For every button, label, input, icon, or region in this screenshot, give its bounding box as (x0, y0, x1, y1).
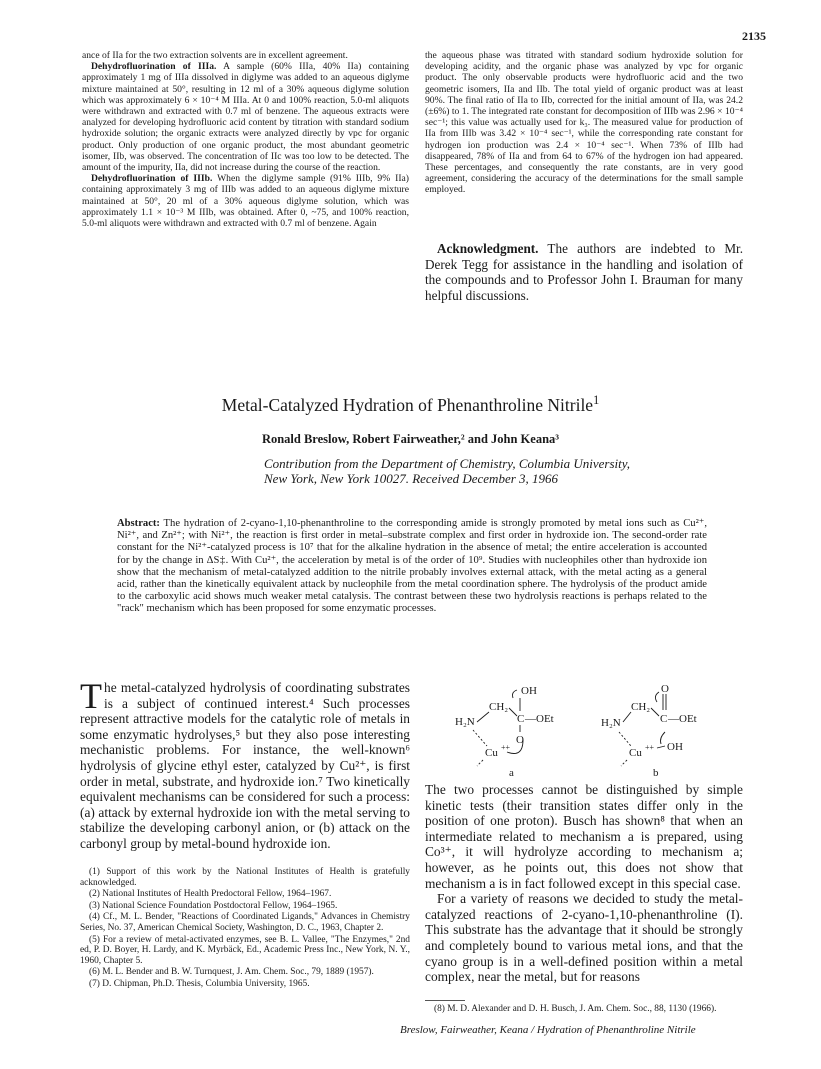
affiliation-line-2: New York, New York 10027. Received December 3, 1966 (264, 471, 559, 486)
affiliation-line-1: Contribution from the Department of Chemistry, Columbia University, (264, 456, 631, 471)
structure-b-charge: ++ (645, 743, 655, 752)
structure-b (601, 683, 697, 779)
paragraph-continuation: the aqueous phase was titrated with standard sodium hydroxide solution for developing acidity, and the organic phase was analyzed by vpc for organic product. The only observable products were hydrofluoric acid and the two geometric isomers, IIa and IIb. The total yield of organic product was at least 90%. The final ratio of IIa to IIb, corrected for the initial amount of IIa, was 24.2 (±6%) to 1. The integrated rate constant for decomposition of IIIb was 2.96 × 10⁻⁴ sec⁻¹; this value was actually used for k₃. The measured value for production of IIa from IIIb was 3.42 × 10⁻⁴ sec⁻¹, while the corresponding rate constant for hydrogen ion production was 2.4 × 10⁻⁴ sec⁻¹. When 73% of IIIb had disappeared, 78% of IIa and from 64 to 67% of the hydrogen ion had appeared. These percentages, and consequently the rate constants, are in very good agreement, considering the accuracy of the determinations for the small sample employed. (425, 50, 743, 196)
title-footnote-mark: 1 (593, 393, 600, 408)
footnote: (3) National Science Foundation Postdoctoral Fellow, 1964–1965. (89, 900, 338, 911)
structure-b-o-top: O (661, 683, 669, 695)
structure-a-charge: ++ (501, 743, 511, 752)
structure-a-cu: Cu (485, 747, 498, 759)
coordination-bond (473, 730, 487, 746)
structure-a-label: a (509, 767, 514, 779)
structure-b-c: C (660, 713, 668, 725)
structure-a-o: O (516, 734, 524, 746)
footnotes-left (80, 867, 410, 991)
acknowledgment-text: The authors are indebted to Mr. Derek Tegg for assistance in the handling and isolation of the compounds and to Professor John I. Brauman for many helpful discussions. (425, 241, 744, 303)
coordination-bond (619, 732, 631, 746)
page-number: 2135 (742, 29, 766, 43)
bond (509, 708, 517, 716)
bond (623, 712, 631, 722)
footnote: (5) For a review of metal-activated enzymes, see B. L. Vallee, "The Enzymes," 2nd ed, P. D. Boyer, H. Lardy, and K. Myrbäck, Ed., Academic Press Inc., New York, N. Y., 1960, Chapter 5. (80, 934, 410, 966)
chemical-structures-figure (425, 680, 745, 780)
footnote-rule (425, 1000, 465, 1001)
body-right-column (425, 782, 743, 985)
paragraph-text: When the diglyme sample (91% IIIb, 9% IIa) containing approximately 3 mg of IIIb was added to an aqueous diglyme mixture maintained at 50°, 20 ml of a 30% aqueous diglyme solution, which was approximately 1.1 × 10⁻³ M IIIb, was obtained. After 0, ~75, and 100% reaction, 5.0-ml aliquots were withdrawn and extracted with 0.7 ml of benzene. Again (82, 173, 409, 230)
footnote: (7) D. Chipman, Ph.D. Thesis, Columbia University, 1965. (89, 978, 310, 989)
abstract-label: Abstract: (117, 518, 160, 529)
running-footer: Breslow, Fairweather, Keana / Hydration of Phenanthroline Nitrile (400, 1024, 696, 1036)
structure-b-h2n: H₂N (601, 717, 621, 729)
structure-b-oet: —OEt (668, 713, 697, 725)
paragraph-dehydrofluorination-iiia (82, 61, 409, 173)
article-title: Metal-Catalyzed Hydration of Phenanthroline Nitrile$^1$ (221, 393, 600, 415)
paragraph: For a variety of reasons we decided to study the metal-catalyzed reactions of 2-cyano-1,10-phenanthroline (I). This substrate has the advantage that it should be strongly and completely bound to various metal ions, and that the cyano group is in a well-defined position within a metal complex, near the metal, but for reasons (425, 891, 743, 985)
drop-cap: T (80, 676, 102, 716)
structure-a-oh: OH (521, 685, 537, 697)
arrow-mark (513, 690, 518, 698)
top-left-column (82, 50, 409, 229)
body-left-column (80, 676, 410, 852)
subheading-iiia: Dehydrofluorination of IIIa. (91, 61, 217, 73)
arrow-mark (661, 732, 666, 744)
footnote: (4) Cf., M. L. Bender, "Reactions of Coordinated Ligands," Advances in Chemistry Series, No. 37, American Chemical Society, Washington, D. C., 1963, Chapter 2. (80, 912, 410, 933)
paragraph: The two processes cannot be distinguished by simple kinetic tests (their transition states differ only in the position of one proton). Busch has shown⁸ that when an intermediate related to mechanism a is prepared, using Co³⁺, it will hydrolyze according to mechanism a; however, as he points out, this does not show that mechanism a is in fact followed except in this special case. (425, 782, 743, 891)
bond (651, 708, 659, 716)
top-right-column (425, 50, 743, 196)
article-affiliation (264, 456, 630, 486)
structure-a-h2n: H₂N (455, 716, 475, 728)
bond (477, 712, 489, 722)
acknowledgment-heading: Acknowledgment. (437, 241, 539, 256)
footnotes-right (425, 1004, 743, 1016)
footnote: (1) Support of this work by the National Institutes of Health is gratefully acknowledged. (80, 867, 410, 888)
structure-a-oet: —OEt (525, 713, 554, 725)
structure-b-label: b (653, 767, 659, 779)
structure-a (455, 685, 554, 779)
paragraph-text: A sample (60% IIIa, 40% IIa) containing approximately 1 mg of IIIa dissolved in diglyme was added to an aqueous diglyme mixture maintained at 50°, resulting in 12 ml of a 30% aqueous diglyme solution which was approximately 6 × 10⁻⁴ M IIIa. At 0 and 100% reaction, 5.0-ml aliquots were withdrawn and extracted with 0.7 ml of benzene. The aqueous extracts were analyzed for developing hydrofluoric acid content by titration with standard sodium hydroxide solution; the organic extracts were analyzed directly by vpc for organic product. Only production of one organic product, the most abundant geometric isomer, IIb, was observed. The concentration of IIc was too low to be detected. The amount of the impurity, IIa, did not increase during the course of the reaction. (82, 61, 409, 174)
subheading-iiib: Dehydrofluorination of IIIb. (91, 173, 213, 185)
structure-a-ch2: CH₂ (489, 701, 509, 713)
footnote: (2) National Institutes of Health Predoctoral Fellow, 1964–1967. (89, 889, 332, 900)
article-authors: Ronald Breslow, Robert Fairweather,² and John Keana³ (261, 432, 560, 446)
bond (657, 746, 665, 748)
structure-b-ch2: CH₂ (631, 701, 651, 713)
intro-paragraph: The metal-catalyzed hydrolysis of coordinating substrates is a subject of continued interest.⁴ Such processes represent attractive models for the catalytic role of metals in some enzymatic hydrolyses,⁵ but they also pose interesting mechanistic problems. For instance, the well-known⁶ hydrolysis of glycine ethyl ester, catalyzed by Cu²⁺, is first order in metal, substrate, and hydroxide ion.⁷ Two kinetically equivalent mechanisms can be considered for such a process: (a) attack by external hydroxide ion with the metal serving to stabilize the developing carbonyl anion, or (b) attack on the carbonyl group by metal-bound hydroxide ion. (80, 676, 410, 851)
coordination-bond (621, 760, 627, 766)
structure-b-cu: Cu (629, 747, 642, 759)
structure-b-oh: OH (667, 741, 683, 753)
abstract-text: The hydration of 2-cyano-1,10-phenanthroline to the corresponding amide is strongly promoted by metal ions such as Cu²⁺, Ni²⁺, and Zn²⁺; with Ni²⁺, the reaction is first order in metal–substrate complex and first order in hydroxide ion. The second-order rate constant for the Ni²⁺-catalyzed process is 10⁷ that for the alkaline hydration in the absence of metal; the entire acceleration is accounted for by the change in ΔS‡. With Cu²⁺, the acceleration by metal is of the order of 10⁹. Studies with nucleophiles other than hydroxide ion show that the mechanism of metal-catalyzed addition to the nitrile probably involves external attack, with the metal acting as a general acid, rather than the kinetically equivalent attack by nucleophile from the metal coordination sphere. The hydrolysis of the product amide to the carboxylic acid shows much weaker metal catalysis. The contrast between these two hydrolysis reactions is perhaps related to the "rack" mechanism which has been proposed for some enzymatic processes. (117, 518, 707, 615)
structure-a-c: C (517, 713, 525, 725)
paragraph-dehydrofluorination-iiib (82, 173, 409, 229)
footnote: (6) M. L. Bender and B. W. Turnquest, J. Am. Chem. Soc., 79, 1889 (1957). (89, 967, 374, 978)
footnote: (8) M. D. Alexander and D. H. Busch, J. Am. Chem. Soc., 88, 1130 (1966). (434, 1004, 717, 1014)
abstract (117, 518, 707, 616)
acknowledgment (425, 241, 743, 303)
paragraph-continuation: ance of IIa for the two extraction solvents are in excellent agreement. (82, 50, 348, 61)
coordination-bond (477, 760, 483, 766)
arrow-mark (655, 692, 659, 702)
